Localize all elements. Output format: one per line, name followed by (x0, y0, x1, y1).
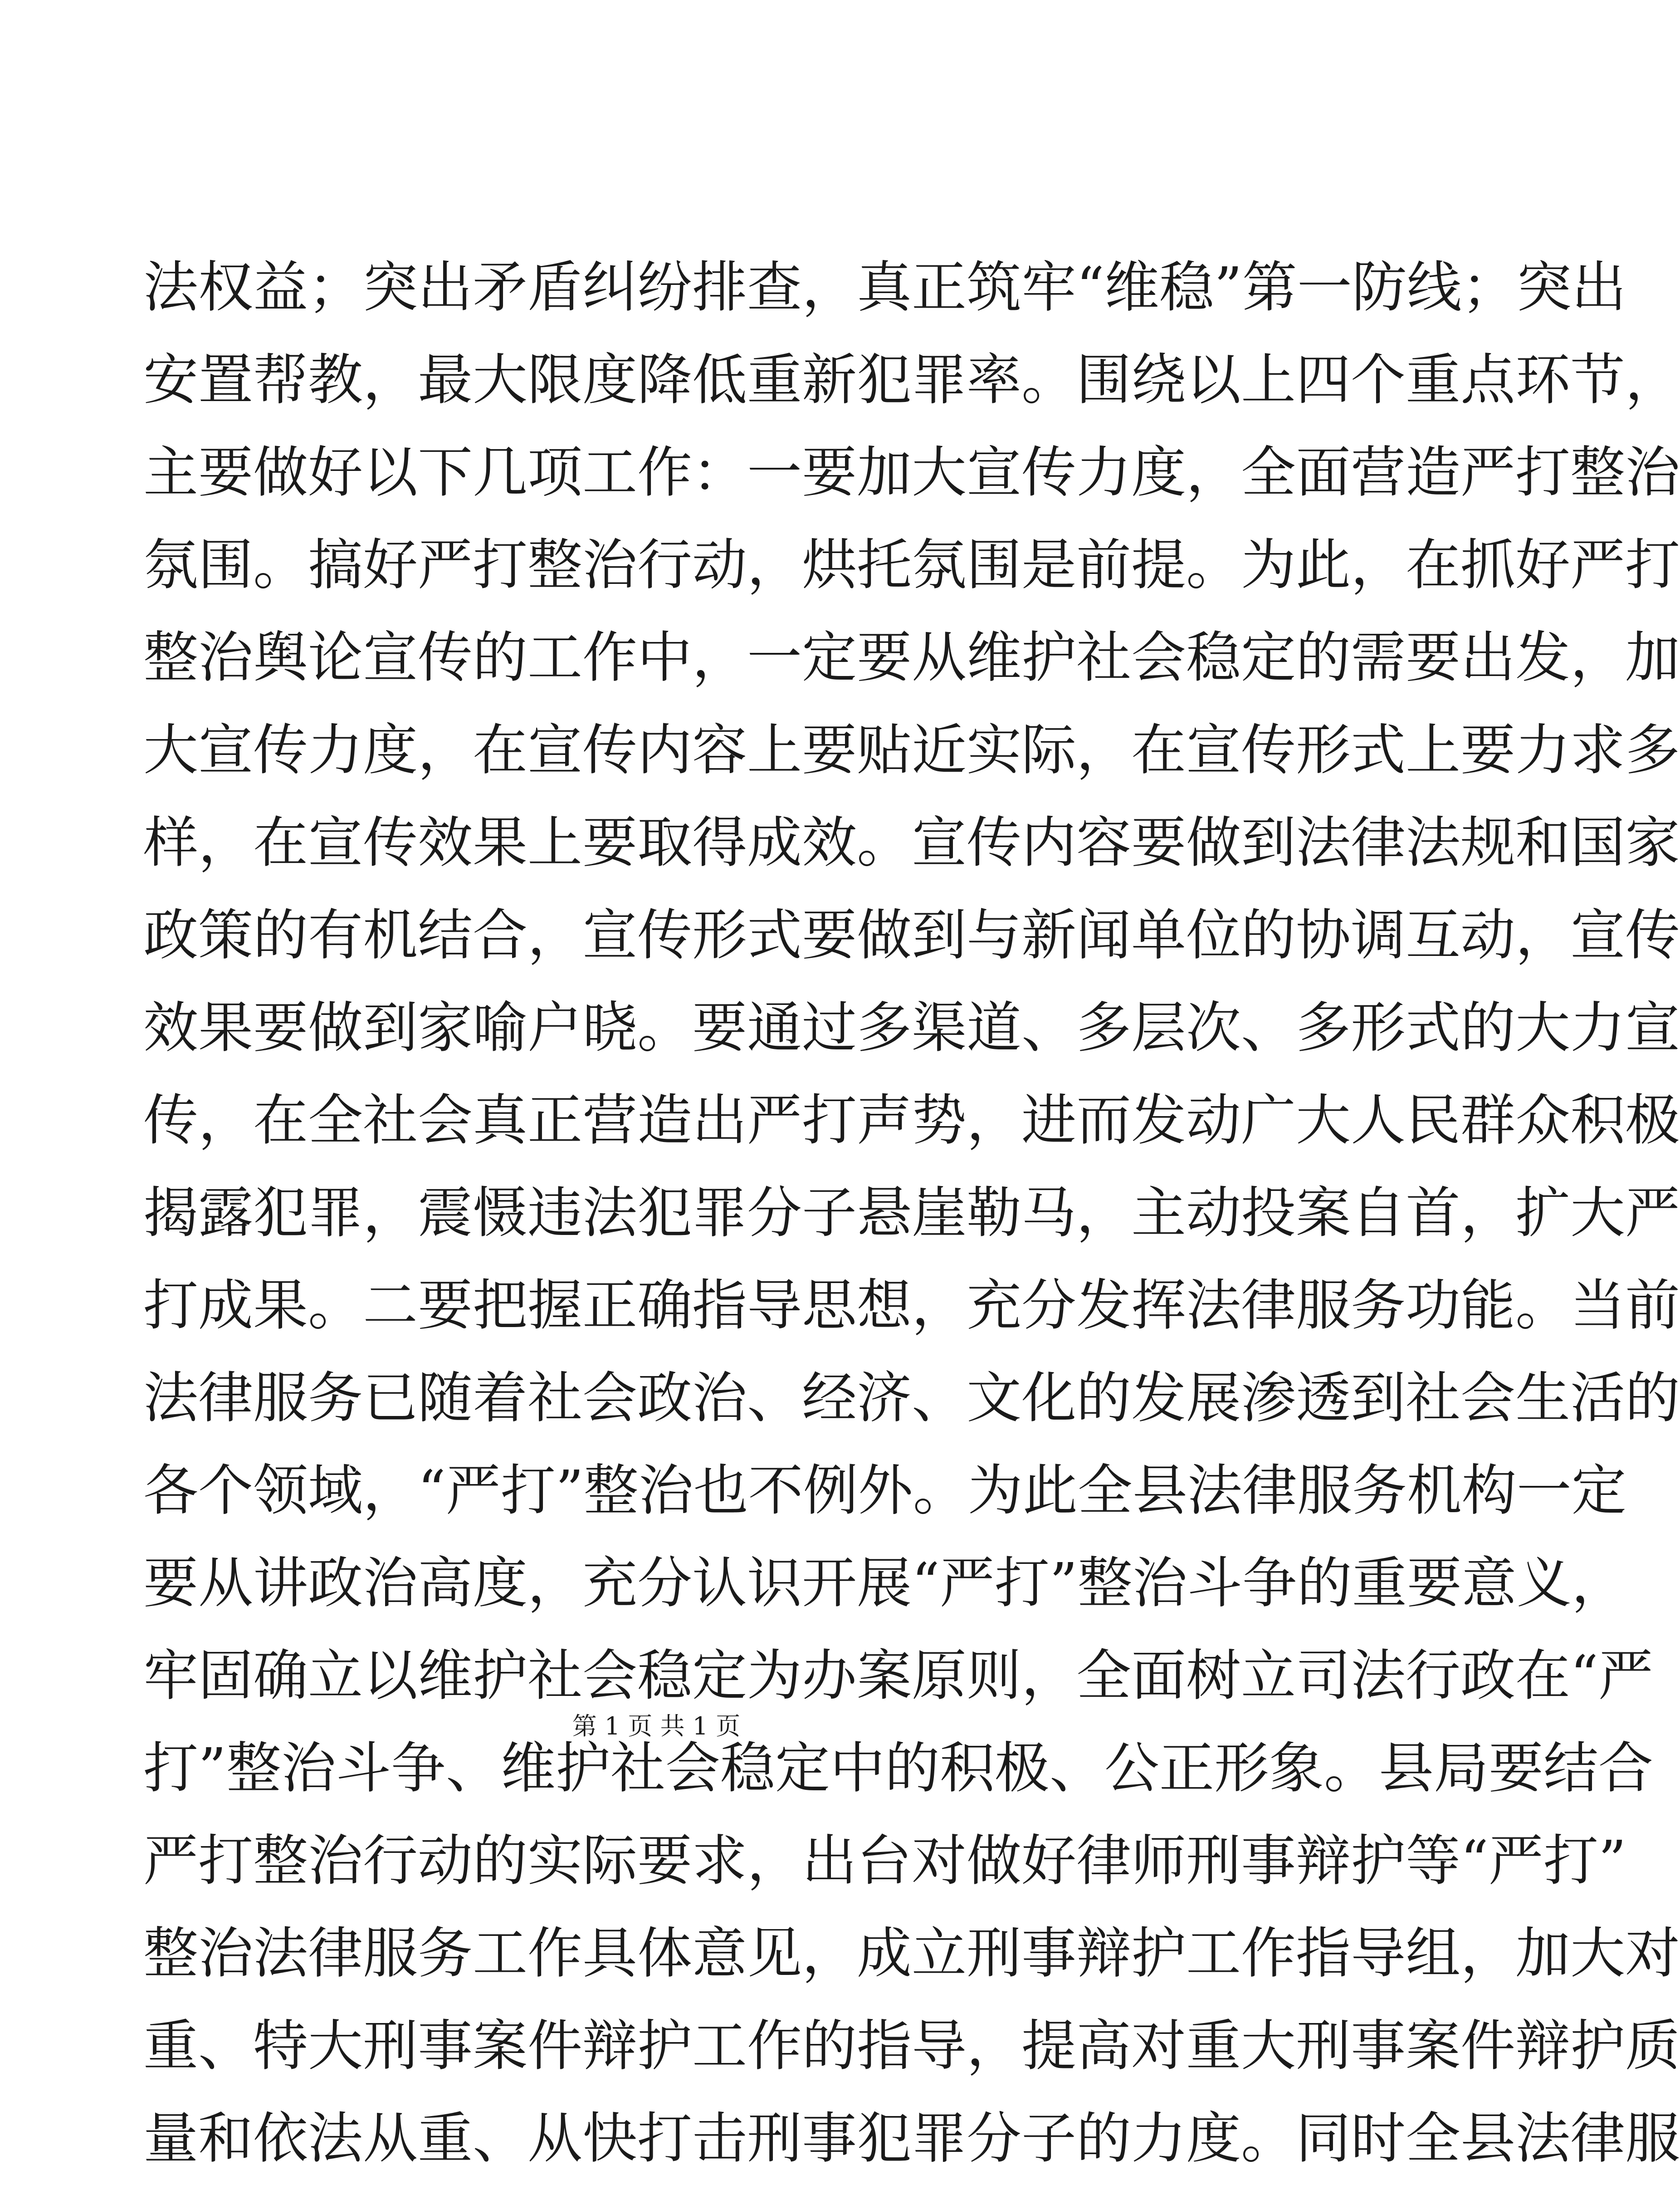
text-line: 揭露犯罪，震慑违法犯罪分子悬崖勒马，主动投案自首，扩大严 (143, 1181, 1680, 1245)
text-line: 量和依法从重、从快打击刑事犯罪分子的力度。同时全县法律服 (143, 2107, 1680, 2170)
text-line: 要从讲政治高度，充分认识开展“严打”整治斗争的重要意义， (143, 1551, 1626, 1615)
text-line: 打”整治斗争、维护社会稳定中的积极、公正形象。县局要结合 (143, 1736, 1653, 1800)
text-line: 安置帮教，最大限度降低重新犯罪率。围绕以上四个重点环节， (143, 348, 1680, 412)
text-line: 法律服务已随着社会政治、经济、文化的发展渗透到社会生活的 (143, 1366, 1680, 1430)
text-line: 整治舆论宣传的工作中，一定要从维护社会稳定的需要出发，加 (143, 626, 1680, 690)
text-line: 大宣传力度，在宣传内容上要贴近实际，在宣传形式上要力求多 (143, 718, 1680, 782)
text-line: 主要做好以下几项工作：一要加大宣传力度，全面营造严打整治 (143, 441, 1680, 505)
body-text (143, 241, 1680, 2185)
text-line: 氛围。搞好严打整治行动，烘托氛围是前提。为此，在抓好严打 (143, 533, 1680, 597)
text-line: 各个领域，“严打”整治也不例外。为此全县法律服务机构一定 (143, 1459, 1626, 1523)
page-footer: 第 1 页 共 1 页 (572, 1712, 741, 1740)
text-line: 整治法律服务工作具体意见，成立刑事辩护工作指导组，加大对 (143, 1921, 1680, 1985)
text-line: 政策的有机结合，宣传形式要做到与新闻单位的协调互动，宣传 (143, 903, 1680, 967)
text-line: 重、特大刑事案件辩护工作的指导，提高对重大刑事案件辩护质 (143, 2014, 1680, 2078)
text-line: 效果要做到家喻户晓。要通过多渠道、多层次、多形式的大力宣 (143, 996, 1680, 1060)
text-line: 严打整治行动的实际要求，出台对做好律师刑事辩护等“严打” (143, 1829, 1626, 1893)
text-line: 法权益；突出矛盾纠纷排查，真正筑牢“维稳”第一防线；突出 (143, 255, 1626, 319)
text-line: 牢固确立以维护社会稳定为办案原则，全面树立司法行政在“严 (143, 1644, 1653, 1708)
text-line: 传，在全社会真正营造出严打声势，进而发动广大人民群众积极 (143, 1088, 1680, 1152)
text-line: 样，在宣传效果上要取得成效。宣传内容要做到法律法规和国家 (143, 811, 1680, 875)
text-line: 打成果。二要把握正确指导思想，充分发挥法律服务功能。当前 (143, 1274, 1680, 1337)
